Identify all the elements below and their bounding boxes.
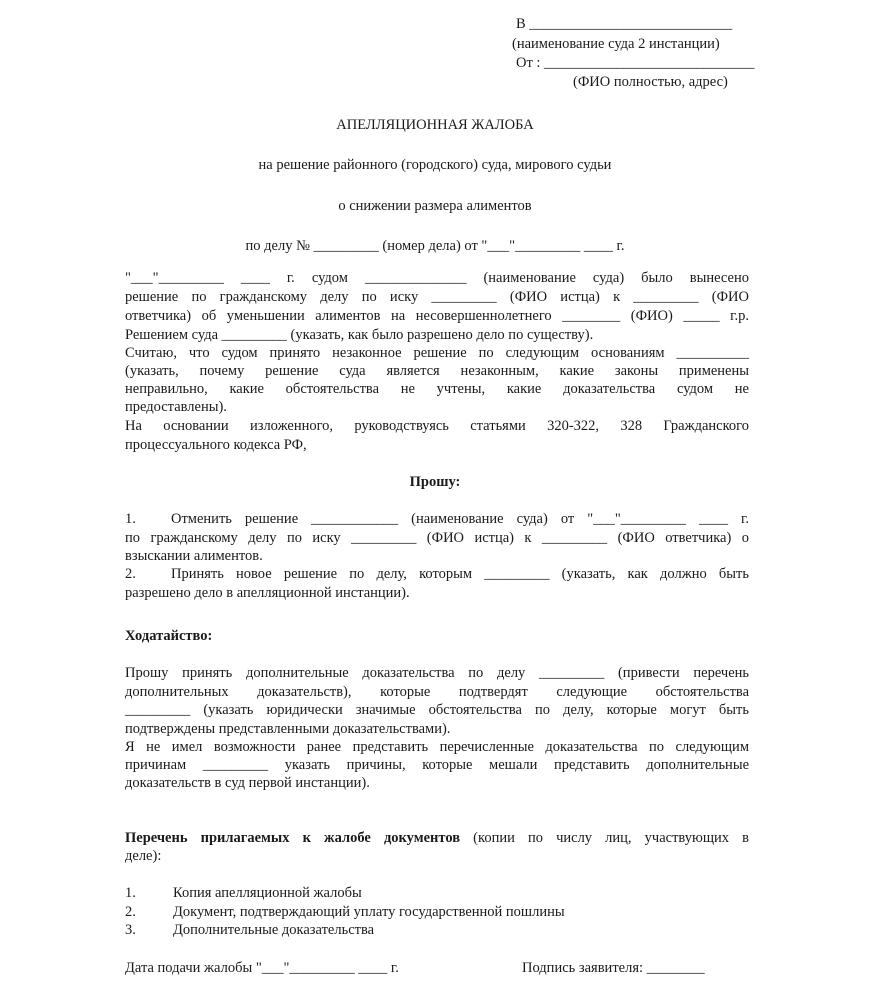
body-line: На основании изложенного, руководствуясь статьями 320-322, 328 Гражданского <box>125 418 749 434</box>
petition-line: дополнительных доказательств), которые подтвердят следующие обстоятельства <box>125 684 749 700</box>
document-subtitle: на решение районного (городского) суда, мирового судьи <box>258 157 612 173</box>
attachment-item: 1. Копия апелляционной жалобы <box>125 885 362 901</box>
petition-line: Прошу принять дополнительные доказательства по делу _________ (привести перечень <box>125 665 749 681</box>
request-item-1-line: по гражданскому делу по иску _________ (ФИО истца) к _________ (ФИО ответчика) о <box>125 530 749 546</box>
request-item-1-line: взыскании алиментов. <box>125 548 263 564</box>
body-line: Решением суда _________ (указать, как было разрешено дело по существу). <box>125 327 594 343</box>
request-item-2-line: разрешено дело в апелляционной инстанции). <box>125 585 410 601</box>
addressee-from-caption: (ФИО полностью, адрес) <box>573 74 728 90</box>
signature-line: Подпись заявителя: ________ <box>522 960 705 976</box>
body-line: процессуального кодекса РФ, <box>125 437 307 453</box>
document-title: АПЕЛЛЯЦИОННАЯ ЖАЛОБА <box>336 117 534 133</box>
attachments-heading: Перечень прилагаемых к жалобе документов (копии по числу лиц, участвующих в <box>125 830 749 846</box>
petition-line: подтверждены представленными доказательствами). <box>125 721 451 737</box>
request-heading: Прошу: <box>409 474 461 490</box>
request-item-1: 1. Отменить решение ____________ (наименование суда) от "___"_________ ____ г. <box>125 511 749 527</box>
addressee-court-caption: (наименование суда 2 инстанции) <box>512 36 720 52</box>
addressee-from-line: От : _____________________________ <box>516 55 755 71</box>
body-line: неправильно, какие обстоятельства не учтены, какие доказательства судом не <box>125 381 749 397</box>
petition-heading: Ходатайство: <box>125 628 213 644</box>
body-line: решение по гражданскому делу по иску _________ (ФИО истца) к _________ (ФИО <box>125 289 749 305</box>
document-subtitle-2: о снижении размера алиментов <box>338 198 532 214</box>
attachments-heading-line: деле): <box>125 848 162 864</box>
body-line: "___"_________ ____ г. судом ______________ (наименование суда) было вынесено <box>125 270 749 286</box>
addressee-court-line: В ____________________________ <box>516 16 733 32</box>
case-number-line: по делу № _________ (номер дела) от "___"_________ ____ г. <box>245 238 625 254</box>
body-line: (указать, почему решение суда является незаконным, какие законы применены <box>125 363 749 379</box>
request-item-2: 2. Принять новое решение по делу, которым _________ (указать, как должно быть <box>125 566 749 582</box>
petition-line: _________ (указать юридически значимые обстоятельства по делу, которые могут быть <box>125 702 749 718</box>
attachment-item: 2. Документ, подтверждающий уплату государственной пошлины <box>125 904 565 920</box>
body-line: Считаю, что судом принято незаконное решение по следующим основаниям __________ <box>125 345 749 361</box>
petition-line: причинам _________ указать причины, которые мешали представить дополнительные <box>125 757 749 773</box>
petition-line: доказательств в суд первой инстанции). <box>125 775 370 791</box>
petition-line: Я не имел возможности ранее представить перечисленные доказательства по следующим <box>125 739 749 755</box>
submission-date-line: Дата подачи жалобы "___"_________ ____ г. <box>125 960 399 976</box>
body-line: ответчика) об уменьшении алиментов на несовершеннолетнего ________ (ФИО) _____ г.р. <box>125 308 749 324</box>
body-line: предоставлены). <box>125 399 227 415</box>
attachment-item: 3. Дополнительные доказательства <box>125 922 375 938</box>
